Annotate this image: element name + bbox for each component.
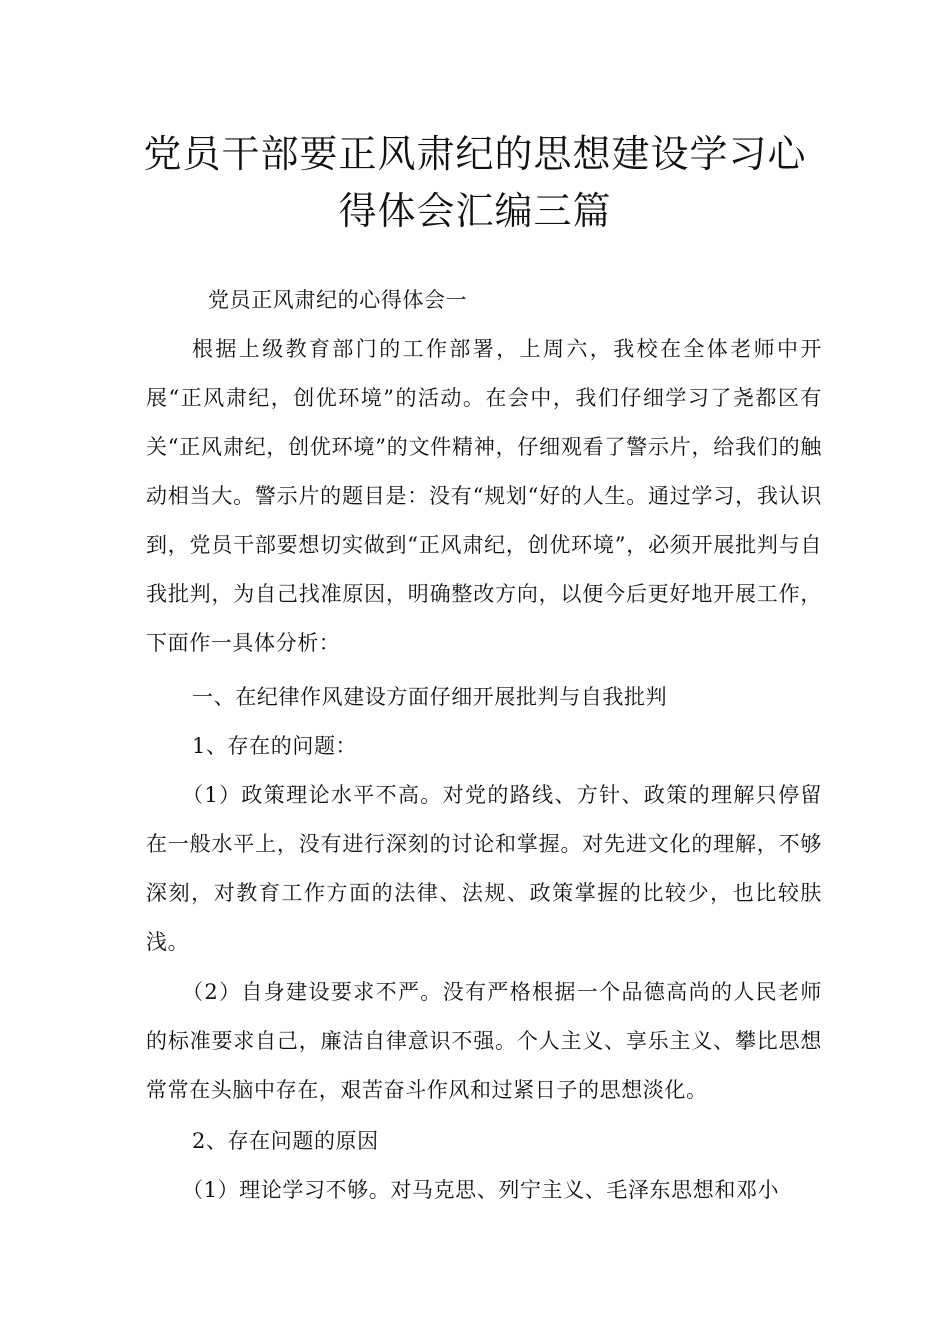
paragraph-cause-1: （1）理论学习不够。对马克思、列宁主义、毛泽东思想和邓小	[182, 1178, 780, 1202]
title-line-2: 得体会汇编三篇	[338, 189, 612, 233]
document-title	[120, 126, 830, 240]
paragraph-problem-1: （1）政策理论水平不高。对党的路线、方针、政策的理解只停留在一般水平上，没有进行深刻的讨论和掌握。对先进文化的理解，不够深刻，对教育工作方面的法律、法规、政策掌握的比较少，也比较肤浅。	[146, 783, 822, 954]
title-line-1: 党员干部要正风肃纪的思想建设学习心	[143, 132, 807, 176]
paragraph-problem-2: （2）自身建设要求不严。没有严格根据一个品德高尚的人民老师的标准要求自己，廉洁自律意识不强。个人主义、享乐主义、攀比思想常常在头脑中存在，艰苦奋斗作风和过紧日子的思想淡化。	[146, 980, 822, 1102]
paragraph-intro: 根据上级教育部门的工作部署，上周六，我校在全体老师中开展“正风肃纪，创优环境”的活动。在会中，我们仔细学习了尧都区有关“正风肃纪，创优环境”的文件精神，仔细观看了警示片，给我们的触动相当大。警示片的题目是：没有“规划“好的人生。通过学习，我认识到，党员干部要想切实做到“正风肃纪，创优环境”，必须开展批判与自我批判，为自己找准原因，明确整改方向，以便今后更好地开展工作，下面作一具体分析：	[146, 337, 822, 655]
heading-section-one: 一、在纪律作风建设方面仔细开展批判与自我批判	[192, 685, 668, 709]
heading-existing-problems: 1、存在的问题：	[192, 734, 358, 758]
section-subtitle: 党员正风肃纪的心得体会一	[208, 288, 468, 312]
heading-problem-causes: 2、存在问题的原因	[192, 1129, 379, 1153]
